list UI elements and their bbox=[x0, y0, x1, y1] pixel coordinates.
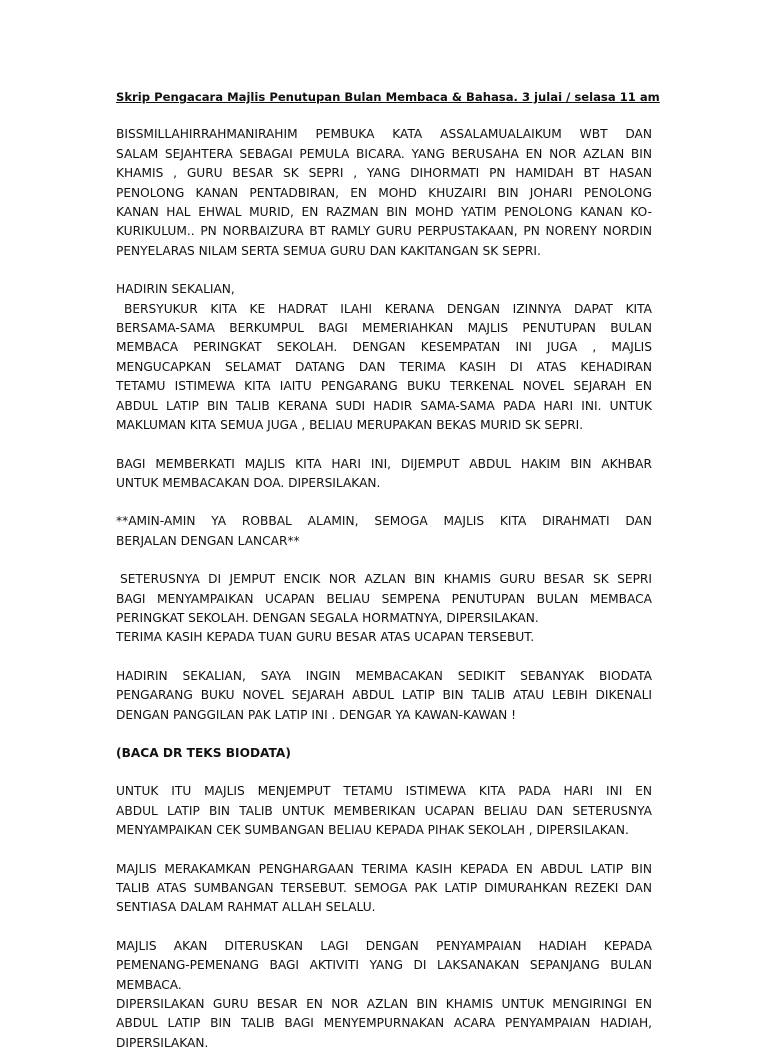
paragraph-line: (BACA DR TEKS BIODATA) bbox=[116, 745, 291, 760]
paragraph-line: UNTUK MEMBACAKAN DOA. DIPERSILAKAN. bbox=[116, 475, 381, 490]
paragraph-line: DENGAN PANGGILAN PAK LATIP INI . DENGAR YA KAWAN-KAWAN ! bbox=[116, 707, 517, 722]
paragraph bbox=[116, 782, 652, 840]
paragraph-line: DIPERSILAKAN. bbox=[116, 1035, 209, 1050]
paragraph-line: PENGARANG BUKU NOVEL SEJARAH ABDUL LATIP BIN TALIB ATAU LEBIH DIKENALI bbox=[116, 688, 652, 703]
document-body bbox=[116, 125, 652, 1053]
paragraph-line: BERJALAN DENGAN LANCAR** bbox=[116, 533, 300, 548]
paragraph bbox=[116, 667, 652, 725]
paragraph bbox=[116, 455, 652, 494]
paragraph-line: TERIMA KASIH KEPADA TUAN GURU BESAR ATAS UCAPAN TERSEBUT. bbox=[116, 630, 535, 645]
paragraph-line: SETERUSNYA DI JEMPUT ENCIK NOR AZLAN BIN KHAMIS GURU BESAR SK SEPRI bbox=[120, 572, 652, 587]
paragraph bbox=[116, 744, 652, 763]
paragraph-line: KURIKULUM.. PN NORBAIZURA BT RAMLY GURU PERPUSTAKAAN, PN NORENY NORDIN bbox=[116, 224, 652, 239]
paragraph-line: MENGUCAPKAN SELAMAT DATANG DAN TERIMA KASIH DI ATAS KEHADIRAN bbox=[116, 359, 652, 374]
paragraph-line: MEMBACA PERINGKAT SEKOLAH. DENGAN KESEMPATAN INI JUGA , MAJLIS bbox=[116, 340, 652, 355]
paragraph-line: BERSYUKUR KITA KE HADRAT ILAHI KERANA DENGAN IZINNYA DAPAT KITA bbox=[124, 301, 652, 316]
paragraph-line: BAGI MEMBERKATI MAJLIS KITA HARI INI, DIJEMPUT ABDUL HAKIM BIN AKHBAR bbox=[116, 456, 652, 471]
paragraph bbox=[116, 125, 652, 261]
paragraph bbox=[116, 280, 652, 435]
paragraph-line: BAGI MENYAMPAIKAN UCAPAN BELIAU SEMPENA PENUTUPAN BULAN MEMBACA bbox=[116, 591, 652, 606]
paragraph-line: BISSMILLAHIRRAHMANIRAHIM PEMBUKA KATA ASSALAMUALAIKUM WBT DAN bbox=[116, 127, 652, 142]
paragraph-line: PEMENANG-PEMENANG BAGI AKTIVITI YANG DI LAKSANAKAN SEPANJANG BULAN bbox=[116, 958, 652, 973]
paragraph-line: BERSAMA-SAMA BERKUMPUL BAGI MEMERIAHKAN MAJLIS PENUTUPAN BULAN bbox=[116, 321, 652, 336]
paragraph-line: KANAN HAL EHWAL MURID, EN RAZMAN BIN MOHD YATIM PENOLONG KANAN KO- bbox=[116, 205, 652, 220]
paragraph-line: KHAMIS , GURU BESAR SK SEPRI , YANG DIHORMATI PN HAMIDAH BT HASAN bbox=[116, 166, 652, 181]
paragraph-line: MENYAMPAIKAN CEK SUMBANGAN BELIAU KEPADA PIHAK SEKOLAH , DIPERSILAKAN. bbox=[116, 823, 629, 838]
paragraph-line: UNTUK ITU MAJLIS MENJEMPUT TETAMU ISTIMEWA KITA PADA HARI INI EN bbox=[116, 784, 652, 799]
paragraph-line: MEMBACA. bbox=[116, 977, 182, 992]
paragraph-line: DIPERSILAKAN GURU BESAR EN NOR AZLAN BIN KHAMIS UNTUK MENGIRINGI EN bbox=[116, 997, 652, 1012]
paragraph bbox=[116, 937, 652, 1053]
paragraph-line: SENTIASA DALAM RAHMAT ALLAH SELALU. bbox=[116, 900, 376, 915]
paragraph-line: ABDUL LATIP BIN TALIB UNTUK MEMBERIKAN UCAPAN BELIAU DAN SETERUSNYA bbox=[116, 803, 652, 818]
paragraph-line: MAJLIS AKAN DITERUSKAN LAGI DENGAN PENYAMPAIAN HADIAH KEPADA bbox=[116, 938, 652, 953]
paragraph-line: MAJLIS MERAKAMKAN PENGHARGAAN TERIMA KASIH KEPADA EN ABDUL LATIP BIN bbox=[116, 861, 652, 876]
paragraph-line: SALAM SEJAHTERA SEBAGAI PEMULA BICARA. YANG BERUSAHA EN NOR AZLAN BIN bbox=[116, 146, 652, 161]
paragraph-line: PERINGKAT SEKOLAH. DENGAN SEGALA HORMATNYA, DIPERSILAKAN. bbox=[116, 610, 539, 625]
paragraph bbox=[116, 570, 652, 648]
paragraph bbox=[116, 860, 652, 918]
paragraph-line: PENOLONG KANAN PENTADBIRAN, EN MOHD KHUZAIRI BIN JOHARI PENOLONG bbox=[116, 185, 652, 200]
paragraph-line: ABDUL LATIP BIN TALIB BAGI MENYEMPURNAKAN ACARA PENYAMPAIAN HADIAH, bbox=[116, 1016, 652, 1031]
paragraph-line: HADIRIN SEKALIAN, SAYA INGIN MEMBACAKAN SEDIKIT SEBANYAK BIODATA bbox=[116, 668, 652, 683]
paragraph-line: **AMIN-AMIN YA ROBBAL ALAMIN, SEMOGA MAJLIS KITA DIRAHMATI DAN bbox=[116, 514, 652, 529]
paragraph-line: MAKLUMAN KITA SEMUA JUGA , BELIAU MERUPAKAN BEKAS MURID SK SEPRI. bbox=[116, 418, 584, 433]
paragraph-line: TALIB ATAS SUMBANGAN TERSEBUT. SEMOGA PAK LATIP DIMURAHKAN REZEKI DAN bbox=[116, 881, 652, 895]
document-title: Skrip Pengacara Majlis Penutupan Bulan Membaca & Bahasa. 3 julai / selasa 11 am bbox=[116, 90, 660, 104]
paragraph-line: TETAMU ISTIMEWA KITA IAITU PENGARANG BUKU TERKENAL NOVEL SEJARAH EN bbox=[116, 379, 652, 394]
paragraph-line: PENYELARAS NILAM SERTA SEMUA GURU DAN KAKITANGAN SK SEPRI. bbox=[116, 243, 541, 258]
paragraph bbox=[116, 512, 652, 551]
paragraph-line: ABDUL LATIP BIN TALIB KERANA SUDI HADIR SAMA-SAMA PADA HARI INI. UNTUK bbox=[116, 398, 652, 413]
paragraph-line: HADIRIN SEKALIAN, bbox=[116, 282, 235, 297]
